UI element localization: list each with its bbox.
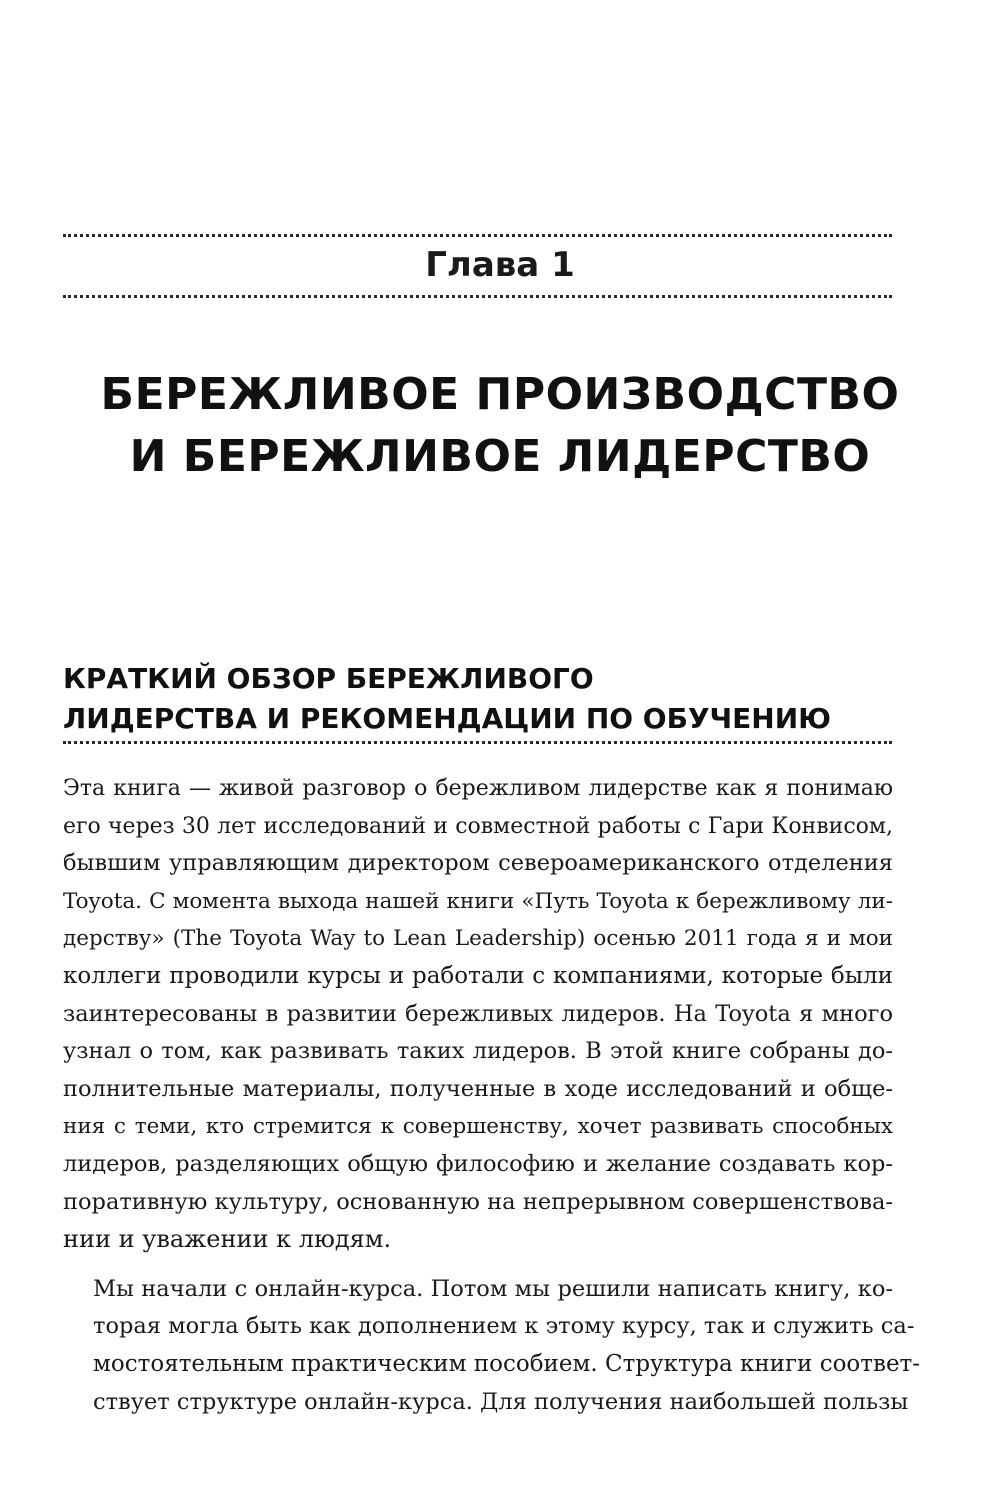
- chapter-title-line: БЕРЕЖЛИВОЕ ПРОИЗВОДСТВО: [100, 369, 900, 420]
- paragraph: [63, 770, 893, 1259]
- chapter-label: Глава 1: [425, 245, 575, 285]
- text-line: узнал о том, как развивать таких лидеров. В этой книге собраны до-: [63, 1038, 893, 1065]
- section-heading-line: КРАТКИЙ ОБЗОР БЕРЕЖЛИВОГО: [63, 662, 594, 695]
- body-text: [63, 770, 921, 1421]
- chapter-top-dotted-rule: [63, 234, 892, 237]
- text-line: мостоятельным практическим пособием. Структура книги соответ-: [93, 1350, 921, 1377]
- section-heading-line: ЛИДЕРСТВА И РЕКОМЕНДАЦИИ ПО ОБУЧЕНИЮ: [63, 702, 832, 735]
- chapter-bottom-dotted-rule: [63, 295, 892, 298]
- section-dotted-rule: [63, 741, 892, 744]
- text-line: заинтересованы в развитии бережливых лидеров. На Toyota я много: [63, 1000, 893, 1027]
- text-line: лидеров, разделяющих общую философию и желание создавать кор-: [63, 1150, 893, 1177]
- chapter-title: [0, 364, 1000, 488]
- text-line: бывшим управляющим директором североамериканского отделения: [63, 850, 893, 877]
- paragraph: [63, 1271, 921, 1421]
- text-line: Эта книга — живой разговор о бережливом лидерстве как я понимаю: [63, 776, 893, 801]
- text-line: коллеги проводили курсы и работали с компаниями, которые были: [63, 962, 893, 989]
- text-line: дерству» (The Toyota Way to Lean Leadership) осенью 2011 года я и мои: [63, 926, 893, 952]
- text-line: нии и уважении к людям.: [63, 1225, 392, 1254]
- text-line: поративную культуру, основанную на непрерывном совершенствова-: [63, 1188, 893, 1215]
- text-line: ния с теми, кто стремится к совершенству, хочет развивать способных: [63, 1114, 893, 1140]
- text-line: ствует структуре онлайн-курса. Для получения наибольшей пользы: [93, 1388, 909, 1415]
- text-line: Toyota. С момента выхода нашей книги «Путь Toyota к бережливому ли-: [63, 888, 893, 914]
- section-heading: [63, 659, 893, 739]
- text-line: торая могла быть как дополнением к этому курсу, так и служить са-: [93, 1313, 915, 1340]
- text-line: Мы начали с онлайн-курса. Потом мы решили написать книгу, ко-: [93, 1275, 893, 1302]
- text-line: полнительные материалы, полученные в ходе исследований и обще-: [63, 1075, 893, 1102]
- text-line: его через 30 лет исследований и совместной работы с Гари Конвисом,: [63, 813, 893, 839]
- chapter-title-line: И БЕРЕЖЛИВОЕ ЛИДЕРСТВО: [129, 431, 871, 482]
